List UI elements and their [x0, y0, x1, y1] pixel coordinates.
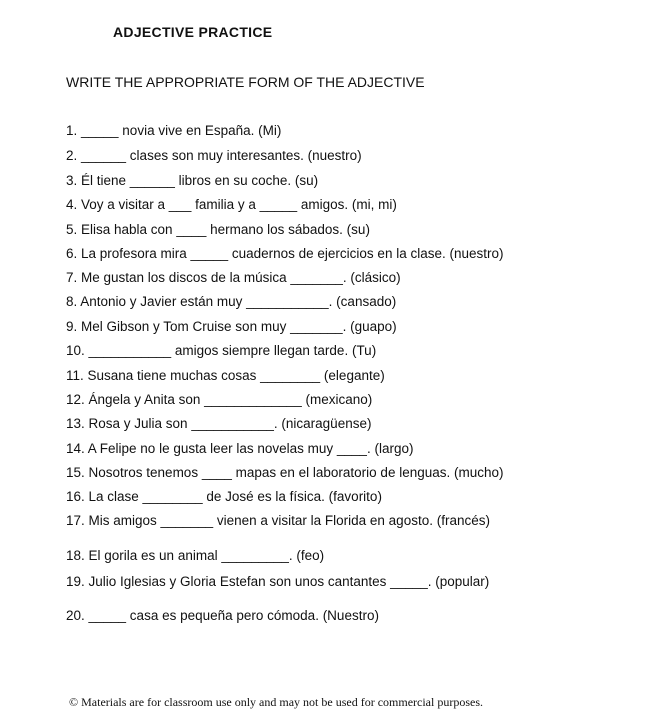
exercise-item-1: 1. _____ novia vive en España. (Mi) — [66, 123, 282, 138]
exercise-item-15: 15. Nosotros tenemos ____ mapas en el laboratorio de lenguas. (mucho) — [66, 465, 504, 480]
exercise-item-7: 7. Me gustan los discos de la música _______. (clásico) — [66, 270, 401, 285]
exercise-item-14: 14. A Felipe no le gusta leer las novelas muy ____. (largo) — [66, 441, 414, 456]
exercise-item-6: 6. La profesora mira _____ cuadernos de ejercicios en la clase. (nuestro) — [66, 246, 504, 261]
instructions: WRITE THE APPROPRIATE FORM OF THE ADJECTIVE — [66, 74, 425, 90]
exercise-item-16: 16. La clase ________ de José es la física. (favorito) — [66, 489, 382, 504]
exercise-item-5: 5. Elisa habla con ____ hermano los sábados. (su) — [66, 222, 370, 237]
exercise-item-2: 2. ______ clases son muy interesantes. (nuestro) — [66, 148, 362, 163]
exercise-item-10: 10. ___________ amigos siempre llegan tarde. (Tu) — [66, 343, 377, 358]
exercise-item-17: 17. Mis amigos _______ vienen a visitar la Florida en agosto. (francés) — [66, 513, 490, 528]
exercise-item-3: 3. Él tiene ______ libros en su coche. (su) — [66, 173, 319, 188]
exercise-item-19: 19. Julio Iglesias y Gloria Estefan son unos cantantes _____. (popular) — [66, 574, 490, 589]
exercise-item-4: 4. Voy a visitar a ___ familia y a _____ amigos. (mi, mi) — [66, 197, 397, 212]
exercise-item-11: 11. Susana tiene muchas cosas ________ (elegante) — [66, 368, 385, 383]
exercise-item-8: 8. Antonio y Javier están muy ___________. (cansado) — [66, 294, 397, 309]
exercise-item-13: 13. Rosa y Julia son ___________. (nicaragüense) — [66, 416, 372, 431]
copyright-footer: © Materials are for classroom use only and may not be used for commercial purposes. — [69, 695, 483, 709]
worksheet-title: ADJECTIVE PRACTICE — [113, 24, 273, 40]
exercise-item-20: 20. _____ casa es pequeña pero cómoda. (Nuestro) — [66, 608, 379, 623]
exercise-item-12: 12. Ángela y Anita son _____________ (mexicano) — [66, 392, 373, 407]
exercise-item-9: 9. Mel Gibson y Tom Cruise son muy _______. (guapo) — [66, 319, 397, 334]
exercise-item-18: 18. El gorila es un animal _________. (feo) — [66, 548, 325, 563]
